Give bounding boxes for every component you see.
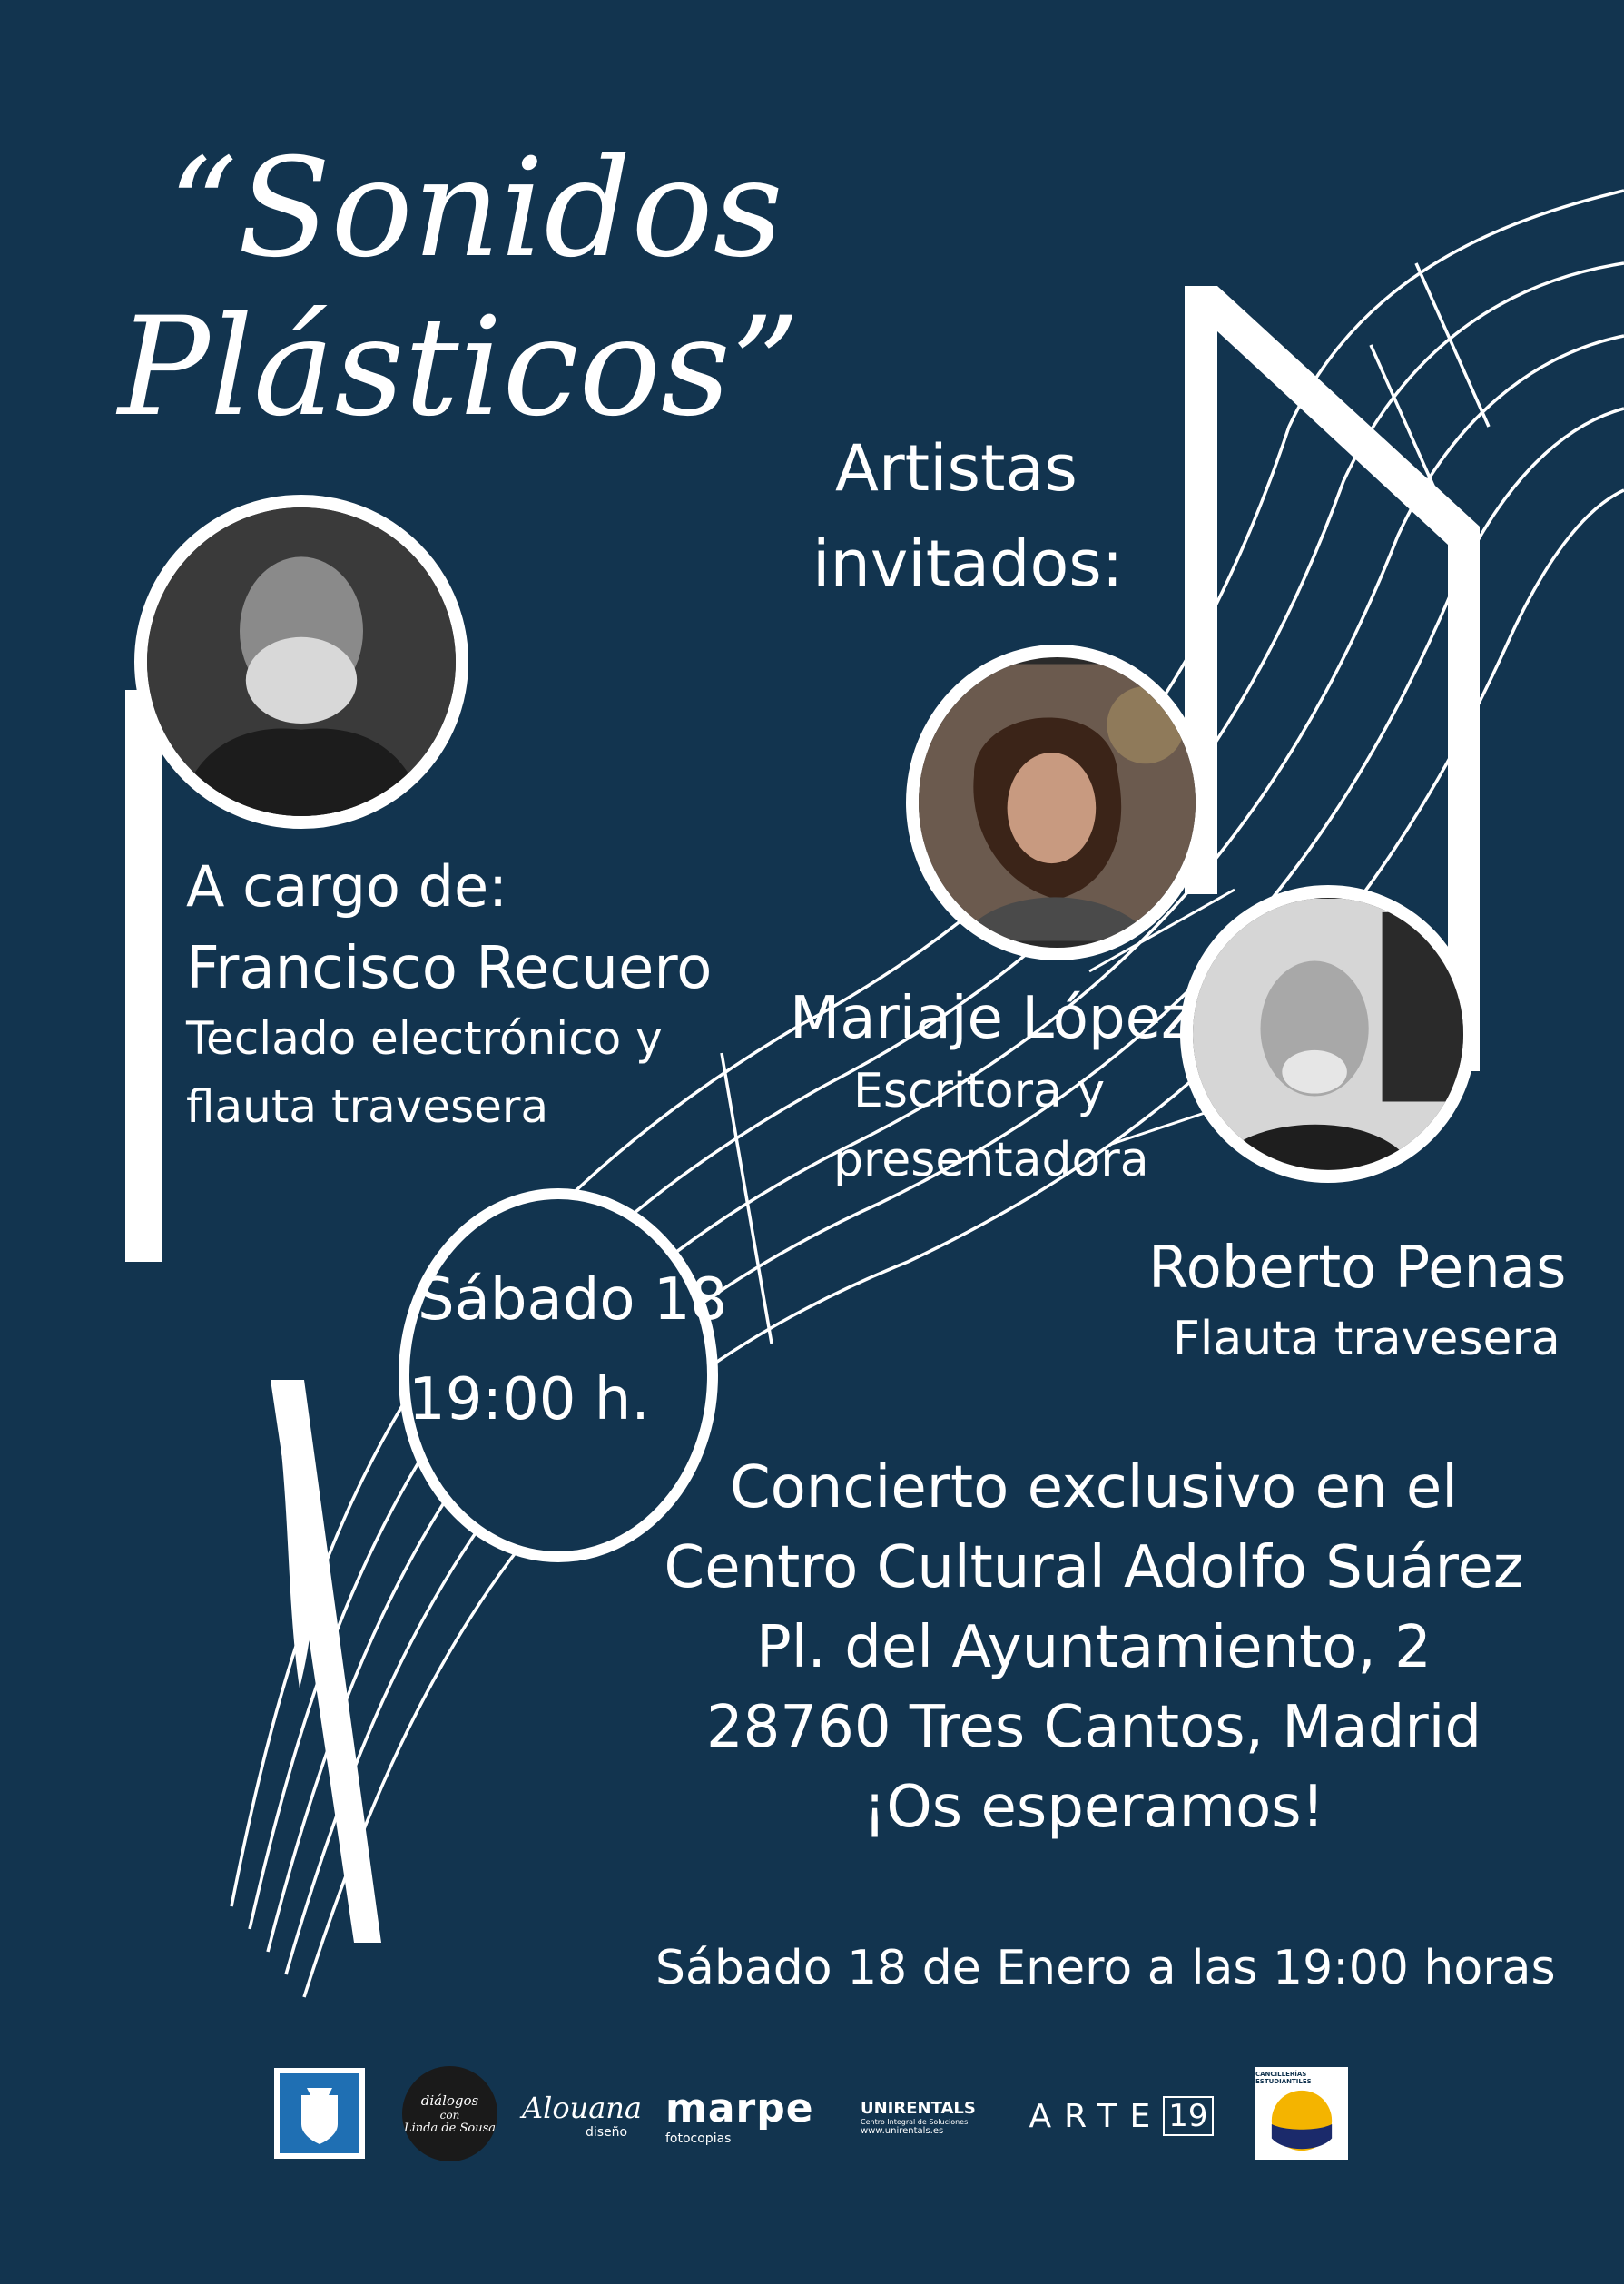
- venue-line-3: Pl. del Ayuntamiento, 2: [756, 1614, 1432, 1681]
- title-line-2: Plásticos”: [118, 289, 801, 447]
- host-photo: [134, 495, 468, 829]
- arte-main: ARTE: [1029, 2097, 1164, 2135]
- marpe-sub: fotocopias: [665, 2131, 732, 2146]
- marpe-logo: [665, 2079, 847, 2151]
- unirentals-main: UNIRENTALS: [861, 2098, 976, 2118]
- guests-heading-line-2: invitados:: [812, 527, 1124, 601]
- alouana-sub: diseño: [586, 2125, 628, 2140]
- dialogos-logo: [402, 2066, 497, 2161]
- crest-icon: [274, 2068, 365, 2159]
- tres-cantos-crest-logo: [274, 2068, 365, 2159]
- cancillerias-text: CANCILLERÍAS ESTUDIANTILES: [1255, 2071, 1312, 2085]
- guest2-photo: [1180, 885, 1476, 1183]
- venue-block: [635, 1448, 1552, 1847]
- arte19-logo: [1012, 2084, 1230, 2148]
- venue-line-4: 28760 Tres Cantos, Madrid: [705, 1694, 1482, 1761]
- guest1-photo: [906, 645, 1208, 960]
- dialogos-line-1: diálogos: [420, 2092, 479, 2109]
- venue-line-1: Concierto exclusivo en el: [729, 1454, 1459, 1521]
- venue-line-2: Centro Cultural Adolfo Suárez: [664, 1534, 1524, 1601]
- guest1-role-line-1: Escritora y: [853, 1064, 1106, 1118]
- guests-heading-line-1: Artistas: [835, 431, 1078, 506]
- dialogos-line-3: Linda de Sousa: [403, 2122, 497, 2135]
- host-role-line-2: flauta travesera: [186, 1080, 549, 1133]
- arte-num: 19: [1163, 2096, 1213, 2136]
- guest1-name: Mariaje López: [790, 985, 1192, 1052]
- venue-line-5: ¡Os esperamos!: [862, 1774, 1325, 1841]
- host-intro: A cargo de:: [186, 853, 507, 920]
- host-portrait-icon: [147, 507, 456, 816]
- unirentals-url: www.unirentals.es: [861, 2125, 944, 2136]
- guest1-portrait-icon: [919, 657, 1196, 948]
- host-name: Francisco Recuero: [186, 935, 713, 1002]
- dialogos-line-2: con: [439, 2109, 460, 2122]
- alouana-logo: [522, 2074, 640, 2156]
- unirentals-logo: [861, 2082, 1006, 2151]
- marpe-main: marpe: [665, 2084, 814, 2131]
- guest2-portrait-icon: [1193, 898, 1463, 1170]
- title-line-1: “Sonidos: [168, 130, 783, 288]
- alouana-main: Alouana: [522, 2091, 642, 2125]
- host-role-line-1: Teclado electrónico y: [186, 1012, 663, 1065]
- guest2-role: Flauta travesera: [1173, 1312, 1560, 1366]
- guest1-role-line-2: presentadora: [833, 1133, 1149, 1187]
- date-bubble-time: 19:00 h.: [408, 1366, 650, 1433]
- guest2-name: Roberto Penas: [1148, 1235, 1567, 1302]
- unirentals-sub: Centro Integral de Soluciones: [861, 2117, 969, 2126]
- cancillerias-logo: [1255, 2067, 1348, 2160]
- sun-emblem-icon: [1266, 2085, 1337, 2156]
- date-bubble-day: Sábado 18: [418, 1266, 728, 1334]
- footer-date: Sábado 18 de Enero a las 19:00 horas: [655, 1941, 1556, 1995]
